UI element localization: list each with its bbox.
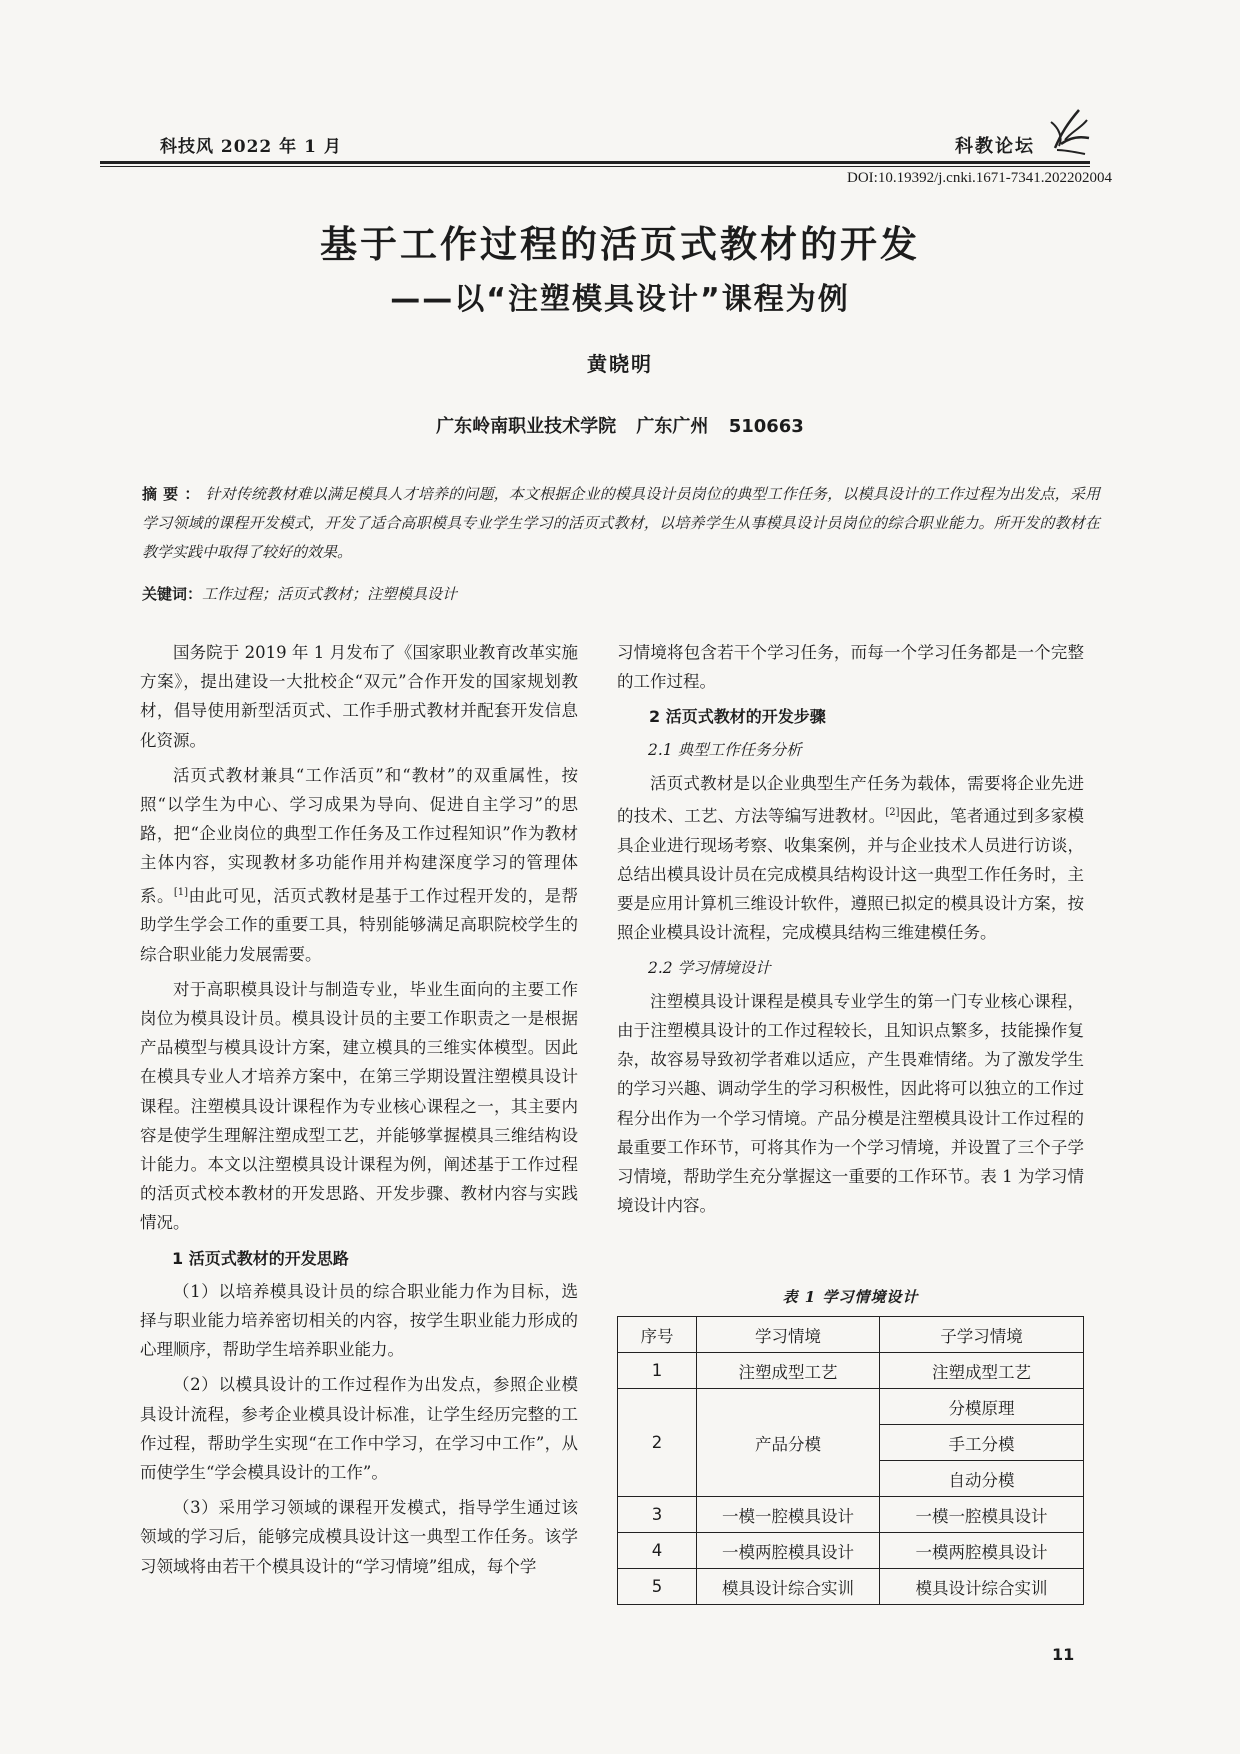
page-number: 11 xyxy=(1052,1645,1075,1664)
paragraph: 活页式教材兼具“工作活页”和“教材”的双重属性，按照“以学生为中心、学习成果为导向、促进自主学习”的思路，把“企业岗位的典型工作任务及工作过程知识”作为教材主体内容，实现教材多功能作用并构建深度学习的管理体系。[1]由此可见，活页式教材是基于工作过程开发的，是帮助学生学会工作的重要工具，特别能够满足高职院校学生的综合职业能力发展需要。 xyxy=(140,765,578,964)
paragraph: 注塑模具设计课程是模具专业学生的第一门专业核心课程，由于注塑模具设计的工作过程较长，且知识点繁多，技能操作复杂，故容易导致初学者难以适应，产生畏难情绪。为了激发学生的学习兴趣、调动学生的学习积极性，因此将可以独立的工作过程分出作为一个学习情境。产品分模是注塑模具设计工作过程的最重要工作环节，可将其作为一个学习情境，并设置了三个子学习情境，帮助学生充分掌握这一重要的工作环节。表 1 为学习情境设计内容。 xyxy=(617,991,1084,1216)
table-cell: 一模两腔模具设计 xyxy=(697,1533,880,1569)
table-cell: 模具设计综合实训 xyxy=(880,1569,1084,1605)
paragraph: 对于高职模具设计与制造专业，毕业生面向的主要工作岗位为模具设计员。模具设计员的主要工作职责之一是根据产品模型与模具设计方案，建立模具的三维实体模型。因此在模具专业人才培养方案中，在第三学期设置注塑模具设计课程。注塑模具设计课程作为专业核心课程之一，其主要内容是使学生理解注塑成型工艺，并能够掌握模具三维结构设计能力。本文以注塑模具设计课程为例，阐述基于工作过程的活页式校本教材的开发思路、开发步骤、教材内容与实践情况。 xyxy=(140,979,578,1233)
table-header-cell: 子学习情境 xyxy=(880,1317,1084,1353)
abstract-text: 针对传统教材难以满足模具人才培养的问题，本文根据企业的模具设计员岗位的典型工作任务，以模具设计的工作过程为出发点，采用学习领域的课程开发模式，开发了适合高职模具专业学生学习的活页式教材，以培养学生从事模具设计员岗位的综合职业能力。所开发的教材在教学实践中取得了较好的效果。 xyxy=(142,485,1100,561)
table-cell: 一模两腔模具设计 xyxy=(880,1533,1084,1569)
doi: DOI:10.19392/j.cnki.1671-7341.202202004 xyxy=(847,170,1112,186)
learning-situation-table xyxy=(617,1316,1084,1605)
paragraph: 习情境将包含若干个学习任务，而每一个学习任务都是一个完整的工作过程。 xyxy=(617,643,1084,692)
table-cell: 一模一腔模具设计 xyxy=(880,1497,1084,1533)
article-title: 基于工作过程的活页式教材的开发 xyxy=(320,222,920,266)
paragraph: 国务院于 2019 年 1 月发布了《国家职业教育改革实施方案》，提出建设一大批校企“双元”合作开发的国家规划教材，倡导使用新型活页式、工作手册式教材并配套开发信息化资源。 xyxy=(140,643,578,750)
subsection-heading: 2.1 典型工作任务分析 xyxy=(648,740,802,759)
citation-ref: [2] xyxy=(885,807,900,819)
table-cell: 注塑成型工艺 xyxy=(880,1353,1084,1389)
table-cell: 自动分模 xyxy=(880,1461,1084,1497)
abstract-label: 摘要： xyxy=(142,485,206,503)
table-cell: 注塑成型工艺 xyxy=(697,1353,880,1389)
header-rule-thick xyxy=(100,161,1090,164)
section-heading: 1 活页式教材的开发思路 xyxy=(172,1248,349,1268)
subsection-heading: 2.2 学习情境设计 xyxy=(648,958,771,977)
table-cell: 产品分模 xyxy=(697,1389,880,1497)
table-cell: 3 xyxy=(618,1497,697,1533)
left-column xyxy=(140,638,578,1587)
table-row xyxy=(618,1533,1084,1569)
section-heading: 2 活页式教材的开发步骤 xyxy=(649,707,826,727)
abstract xyxy=(142,480,1100,567)
table-cell: 1 xyxy=(618,1353,697,1389)
table-header-cell: 序号 xyxy=(618,1317,697,1353)
table-caption: 表 1 学习情境设计 xyxy=(782,1288,919,1306)
journal-issue: 科技风 2022 年 1 月 xyxy=(160,137,342,157)
keywords-label: 关键词： xyxy=(142,585,203,603)
table-cell: 手工分模 xyxy=(880,1425,1084,1461)
author: 黄晓明 xyxy=(587,352,653,376)
table-cell: 分模原理 xyxy=(880,1389,1084,1425)
affiliation: 广东岭南职业技术学院 广东广州 510663 xyxy=(436,416,804,437)
paragraph: 活页式教材是以企业典型生产任务为载体，需要将企业先进的技术、工艺、方法等编写进教材。[2]因此，笔者通过到多家模具企业进行现场考察、收集案例，并与企业技术人员进行访谈，总结出模具设计员在完成模具结构设计这一典型工作任务时，主要是应用计算机三维设计软件，遵照已拟定的模具设计方案，按照企业模具设计流程，完成模具结构三维建模任务。 xyxy=(617,773,1085,943)
keywords xyxy=(142,580,1100,609)
section-name: 科教论坛 xyxy=(955,136,1035,157)
paragraph: （2）以模具设计的工作过程作为出发点，参照企业模具设计流程，参考企业模具设计标准，让学生经历完整的工作过程，帮助学生实现“在工作中学习，在学习中工作”，从而使学生“学会模具设计的工作”。 xyxy=(140,1375,578,1482)
journal-leaf-logo-icon xyxy=(1045,104,1093,156)
table-header-row xyxy=(618,1317,1084,1353)
table-header-cell: 学习情境 xyxy=(697,1317,880,1353)
paragraph: （3）采用学习领域的课程开发模式，指导学生通过该领域的学习后，能够完成模具设计这一典型工作任务。该学习领域将由若干个模具设计的“学习情境”组成，每个学 xyxy=(140,1498,578,1576)
citation-ref: [1] xyxy=(173,886,189,898)
table-row xyxy=(618,1569,1084,1605)
table-row xyxy=(618,1389,1084,1425)
header-rule-thin xyxy=(100,166,1090,167)
table-row xyxy=(618,1497,1084,1533)
table-row xyxy=(618,1353,1084,1389)
table-cell: 4 xyxy=(618,1533,697,1569)
table-cell: 2 xyxy=(618,1389,697,1497)
table-cell: 模具设计综合实训 xyxy=(697,1569,880,1605)
right-column xyxy=(617,638,1084,1226)
article-subtitle: ——以“注塑模具设计”课程为例 xyxy=(390,282,850,317)
table-cell: 5 xyxy=(618,1569,697,1605)
paragraph: （1）以培养模具设计员的综合职业能力作为目标，选择与职业能力培养密切相关的内容，按学生职业能力形成的心理顺序，帮助学生培养职业能力。 xyxy=(140,1281,578,1360)
table-cell: 一模一腔模具设计 xyxy=(697,1497,880,1533)
keywords-text: 工作过程；活页式教材；注塑模具设计 xyxy=(202,585,458,603)
